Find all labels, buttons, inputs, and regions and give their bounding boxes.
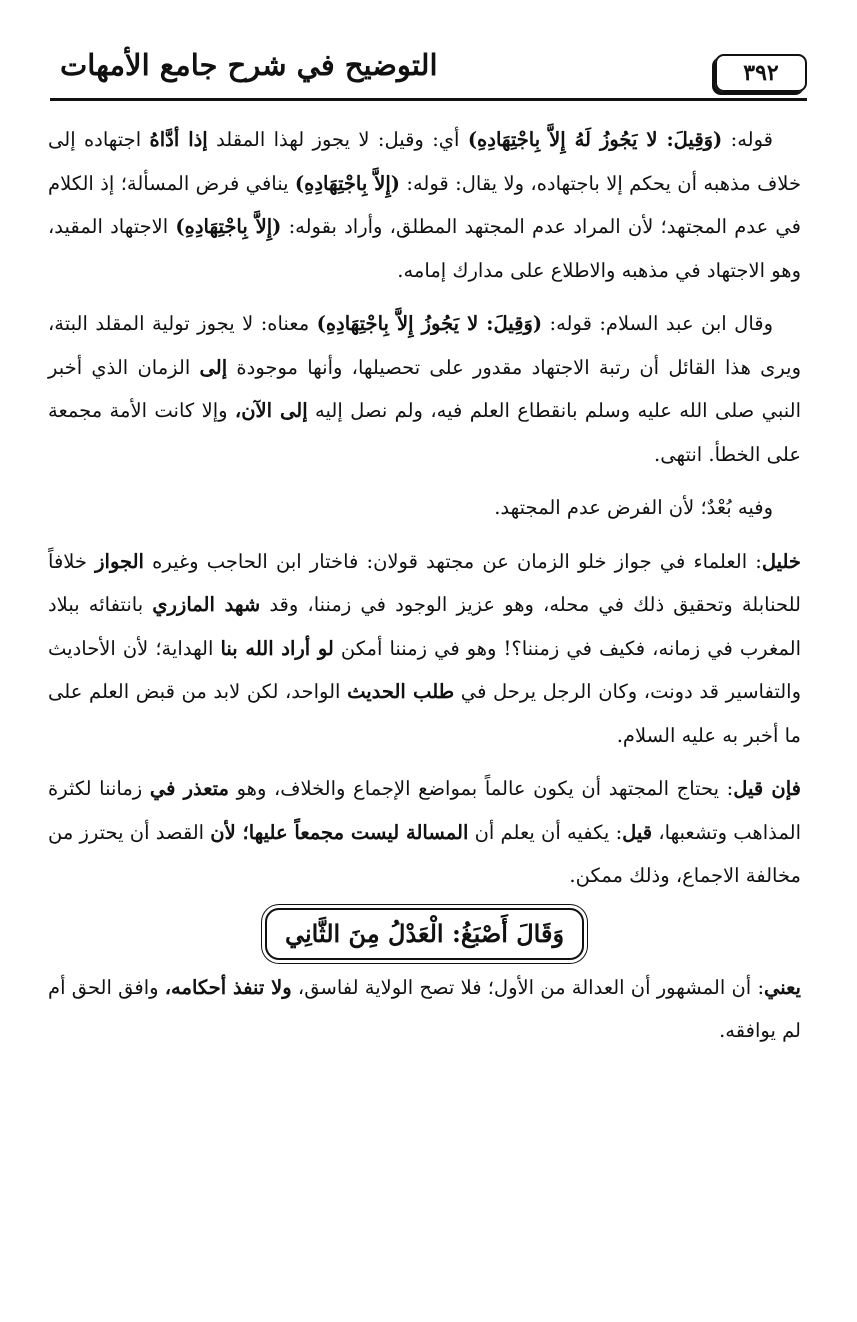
page-number-box	[715, 54, 807, 92]
text-run: اجتهاده إلى خلاف مذهبه أن يحكم إلا باجتهاده، ولا يقال: قوله:	[48, 128, 801, 195]
section-heading-wrap	[48, 908, 801, 960]
text-run: : العلماء في جواز خلو الزمان عن مجتهد قولان: فاختار ابن الحاجب وغيره	[143, 549, 762, 573]
bold-run: ولا تنفذ أحكامه،	[164, 975, 292, 999]
paragraph-5	[48, 767, 801, 898]
text-run: الهداية؛ لأن الأحاديث والتفاسير قد دونت، وكان الرجل يرحل في	[48, 636, 802, 703]
text-run: خلافاً للحنابلة وتحقيق ذلك في محله، وهو عزيز الوجود في زمننا، وقد	[48, 549, 801, 616]
text-run: القصد أن يحترز من مخالفة الاجماع، وذلك ممكن.	[48, 820, 801, 887]
bold-run: إلى	[199, 355, 228, 379]
quoted-matn: (إِلاَّ بِاجْتِهَادِهِ)	[294, 171, 401, 195]
text-run: : يكفيه أن يعلم أن	[468, 820, 623, 844]
text-run: بانتفائه ببلاد المغرب في زمانه، فكيف في زمننا؟! وهو في زمننا أمكن	[48, 593, 801, 660]
text-run: أي: وقيل: لا يجوز لهذا المقلد	[207, 128, 468, 151]
page-header	[50, 42, 807, 102]
bold-run: قيل	[622, 820, 653, 844]
text-run: معناه: لا يجوز تولية المقلد البتة، ويرى هذا القائل أن رتبة الاجتهاد مقدور على تحصيلها، وأنها موجودة	[48, 312, 801, 379]
bold-run: إذا أدَّاهُ	[149, 128, 208, 151]
text-run: : أن المشهور أن العدالة من الأول؛ فلا تصح الولاية لفاسق،	[291, 975, 765, 999]
text-run: وفيه بُعْدٌ؛ لأن الفرض عدم المجتهد.	[494, 496, 773, 519]
paragraph-6	[48, 966, 801, 1053]
bold-run: فإن قيل	[733, 777, 801, 800]
bold-run: خليل	[761, 549, 801, 573]
main-text	[48, 118, 801, 1063]
page-number: ٣٩٢	[743, 60, 779, 86]
text-run: وافق الحق أم لم يوافقه.	[48, 975, 801, 1042]
text-run: وقال ابن عبد السلام: قوله:	[542, 312, 773, 335]
paragraph-4	[48, 540, 801, 758]
text-run: الزمان الذي أخبر النبي صلى الله عليه وسلم بانقطاع العلم فيه، ولم نصل إليه	[48, 355, 802, 422]
text-run: : يحتاج المجتهد أن يكون عالماً بمواضع الإجماع والخلاف، وهو	[228, 777, 734, 800]
text-run: الواحد، لكن لابد من قبض العلم على ما أخبر به عليه السلام.	[48, 680, 801, 747]
quoted-matn: (وَقِيلَ: لا يَجُوزُ إِلاَّ بِاجْتِهَادِهِ)	[316, 312, 543, 335]
paragraph-1	[48, 118, 801, 292]
bold-run: طلب الحديث	[347, 680, 455, 703]
bold-run: لو أراد الله بنا	[220, 636, 334, 660]
text-run: وإلا كانت الأمة مجمعة على الخطأ. انتهى.	[48, 399, 801, 466]
bold-run: شهد المازري	[152, 593, 261, 616]
bold-run: الجواز	[95, 549, 144, 573]
text-run: قوله:	[722, 128, 773, 151]
section-heading: وَقَالَ أَصْبَغُ: الْعَدْلُ مِنَ الثَّانِي	[265, 908, 584, 960]
paragraph-3	[48, 486, 801, 530]
bold-run: متعذر في	[149, 777, 229, 800]
bold-run: يعني	[764, 975, 801, 999]
running-title: التوضيح في شرح جامع الأمهات	[60, 48, 438, 82]
paragraph-2	[48, 302, 801, 476]
text-run: ينافي فرض المسألة؛ إذ الكلام في عدم المجتهد؛ لأن المراد عدم المجتهد المطلق، وأراد بقوله:	[48, 171, 802, 238]
text-run: زماننا لكثرة المذاهب وتشعبها،	[48, 777, 802, 844]
header-rule	[50, 98, 807, 101]
bold-run: المسالة ليست مجمعاً عليها؛ لأن	[210, 820, 469, 844]
bold-run: إلى الآن،	[234, 399, 308, 422]
quoted-matn: (وَقِيلَ: لا يَجُوزُ لَهُ إِلاَّ بِاجْتِهَادِهِ)	[467, 128, 723, 151]
quoted-matn: (إِلاَّ بِاجْتِهَادِهِ)	[175, 215, 282, 238]
text-run: الاجتهاد المقيد، وهو الاجتهاد في مذهبه والاطلاع على مدارك إمامه.	[48, 215, 801, 282]
